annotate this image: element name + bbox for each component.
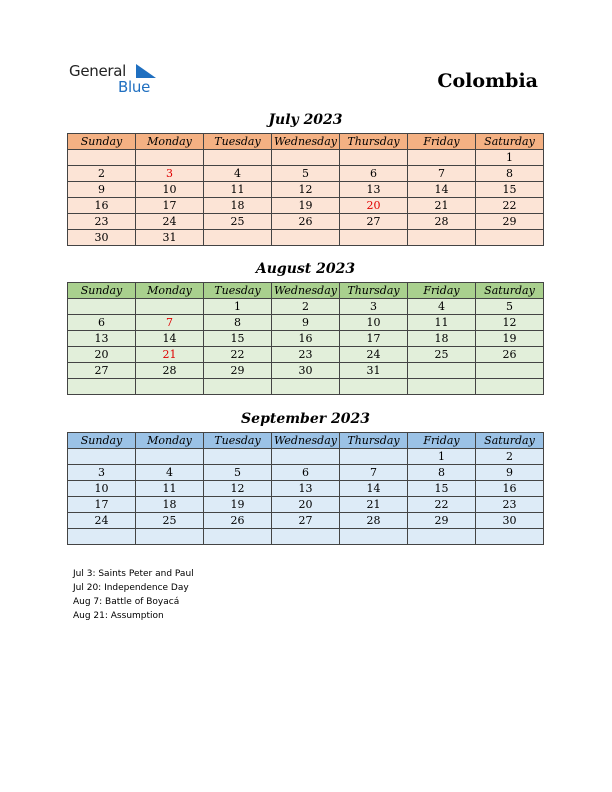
day-cell: 10 xyxy=(136,182,204,198)
day-cell: 13 xyxy=(68,331,136,347)
day-cell: 23 xyxy=(272,347,340,363)
day-cell: 15 xyxy=(408,481,476,497)
weekday-header: Thursday xyxy=(340,283,408,299)
day-cell: 26 xyxy=(272,214,340,230)
day-cell: 17 xyxy=(136,198,204,214)
holiday-item: Jul 3: Saints Peter and Paul xyxy=(73,569,194,579)
week-row xyxy=(68,182,544,198)
day-cell: 17 xyxy=(340,331,408,347)
day-cell: 5 xyxy=(204,465,272,481)
empty-day-cell xyxy=(408,150,476,166)
day-cell: 28 xyxy=(340,513,408,529)
empty-day-cell xyxy=(340,529,408,545)
day-cell: 6 xyxy=(340,166,408,182)
week-row xyxy=(68,529,544,545)
day-cell: 21 xyxy=(136,347,204,363)
day-cell: 9 xyxy=(272,315,340,331)
weekday-header: Monday xyxy=(136,283,204,299)
empty-day-cell xyxy=(340,230,408,246)
day-cell: 14 xyxy=(136,331,204,347)
weekday-header-row xyxy=(68,283,544,299)
day-cell: 19 xyxy=(272,198,340,214)
weekday-header: Sunday xyxy=(68,283,136,299)
week-row xyxy=(68,465,544,481)
logo-text-blue: Blue xyxy=(118,78,150,96)
empty-day-cell xyxy=(476,363,544,379)
day-cell: 14 xyxy=(340,481,408,497)
weekday-header: Tuesday xyxy=(204,433,272,449)
empty-day-cell xyxy=(136,379,204,395)
day-cell: 22 xyxy=(408,497,476,513)
day-cell: 6 xyxy=(68,315,136,331)
week-row xyxy=(68,299,544,315)
empty-day-cell xyxy=(68,150,136,166)
day-cell: 30 xyxy=(476,513,544,529)
day-cell: 22 xyxy=(476,198,544,214)
day-cell: 20 xyxy=(68,347,136,363)
week-row xyxy=(68,497,544,513)
day-cell: 18 xyxy=(408,331,476,347)
empty-day-cell xyxy=(204,379,272,395)
empty-day-cell xyxy=(136,529,204,545)
weekday-header: Sunday xyxy=(68,433,136,449)
weekday-header: Monday xyxy=(136,433,204,449)
day-cell: 28 xyxy=(136,363,204,379)
day-cell: 8 xyxy=(476,166,544,182)
empty-day-cell xyxy=(476,230,544,246)
empty-day-cell xyxy=(408,363,476,379)
day-cell: 3 xyxy=(340,299,408,315)
day-cell: 11 xyxy=(136,481,204,497)
weekday-header: Saturday xyxy=(476,134,544,150)
day-cell: 9 xyxy=(68,182,136,198)
day-cell: 20 xyxy=(340,198,408,214)
day-cell: 9 xyxy=(476,465,544,481)
day-cell: 4 xyxy=(136,465,204,481)
empty-day-cell xyxy=(136,299,204,315)
empty-day-cell xyxy=(340,449,408,465)
weekday-header: Friday xyxy=(408,433,476,449)
day-cell: 5 xyxy=(476,299,544,315)
day-cell: 22 xyxy=(204,347,272,363)
weekday-header: Sunday xyxy=(68,134,136,150)
empty-day-cell xyxy=(136,150,204,166)
day-cell: 27 xyxy=(68,363,136,379)
empty-day-cell xyxy=(204,150,272,166)
day-cell: 12 xyxy=(272,182,340,198)
logo xyxy=(69,62,159,96)
weekday-header: Tuesday xyxy=(204,134,272,150)
day-cell: 2 xyxy=(476,449,544,465)
weekday-header-row xyxy=(68,134,544,150)
day-cell: 27 xyxy=(272,513,340,529)
holiday-item: Aug 7: Battle of Boyacá xyxy=(73,597,180,607)
day-cell: 1 xyxy=(476,150,544,166)
week-row xyxy=(68,166,544,182)
empty-day-cell xyxy=(68,529,136,545)
day-cell: 2 xyxy=(272,299,340,315)
empty-day-cell xyxy=(272,449,340,465)
empty-day-cell xyxy=(136,449,204,465)
empty-day-cell xyxy=(340,150,408,166)
day-cell: 16 xyxy=(476,481,544,497)
day-cell: 21 xyxy=(340,497,408,513)
holiday-list xyxy=(73,567,194,623)
day-cell: 24 xyxy=(136,214,204,230)
weekday-header: Tuesday xyxy=(204,283,272,299)
week-row xyxy=(68,449,544,465)
weekday-header-row xyxy=(68,433,544,449)
day-cell: 25 xyxy=(408,347,476,363)
day-cell: 14 xyxy=(408,182,476,198)
weekday-header: Wednesday xyxy=(272,433,340,449)
day-cell: 5 xyxy=(272,166,340,182)
weekday-header: Thursday xyxy=(340,433,408,449)
empty-day-cell xyxy=(204,230,272,246)
day-cell: 3 xyxy=(68,465,136,481)
day-cell: 15 xyxy=(204,331,272,347)
day-cell: 2 xyxy=(68,166,136,182)
day-cell: 19 xyxy=(476,331,544,347)
weekday-header: Wednesday xyxy=(272,283,340,299)
empty-day-cell xyxy=(408,529,476,545)
weekday-header: Saturday xyxy=(476,283,544,299)
empty-day-cell xyxy=(204,529,272,545)
empty-day-cell xyxy=(476,379,544,395)
month-title-july: July 2023 xyxy=(268,112,343,128)
week-row xyxy=(68,481,544,497)
day-cell: 30 xyxy=(272,363,340,379)
day-cell: 13 xyxy=(272,481,340,497)
day-cell: 11 xyxy=(408,315,476,331)
calendar-july xyxy=(67,133,544,246)
day-cell: 25 xyxy=(204,214,272,230)
day-cell: 13 xyxy=(340,182,408,198)
week-row xyxy=(68,315,544,331)
week-row xyxy=(68,363,544,379)
day-cell: 17 xyxy=(68,497,136,513)
week-row xyxy=(68,331,544,347)
weekday-header: Monday xyxy=(136,134,204,150)
day-cell: 11 xyxy=(204,182,272,198)
day-cell: 31 xyxy=(136,230,204,246)
day-cell: 21 xyxy=(408,198,476,214)
day-cell: 10 xyxy=(68,481,136,497)
empty-day-cell xyxy=(68,449,136,465)
day-cell: 16 xyxy=(68,198,136,214)
empty-day-cell xyxy=(68,379,136,395)
weekday-header: Thursday xyxy=(340,134,408,150)
day-cell: 3 xyxy=(136,166,204,182)
day-cell: 23 xyxy=(68,214,136,230)
empty-day-cell xyxy=(476,529,544,545)
day-cell: 12 xyxy=(476,315,544,331)
weekday-header: Friday xyxy=(408,283,476,299)
day-cell: 1 xyxy=(408,449,476,465)
day-cell: 24 xyxy=(340,347,408,363)
day-cell: 18 xyxy=(136,497,204,513)
day-cell: 18 xyxy=(204,198,272,214)
week-row xyxy=(68,513,544,529)
empty-day-cell xyxy=(340,379,408,395)
day-cell: 24 xyxy=(68,513,136,529)
logo-text-general: General xyxy=(69,62,127,80)
weekday-header: Friday xyxy=(408,134,476,150)
day-cell: 12 xyxy=(204,481,272,497)
week-row xyxy=(68,198,544,214)
empty-day-cell xyxy=(272,529,340,545)
day-cell: 1 xyxy=(204,299,272,315)
day-cell: 19 xyxy=(204,497,272,513)
day-cell: 15 xyxy=(476,182,544,198)
holiday-item: Jul 20: Independence Day xyxy=(73,583,189,593)
week-row xyxy=(68,230,544,246)
day-cell: 29 xyxy=(476,214,544,230)
weekday-header: Wednesday xyxy=(272,134,340,150)
day-cell: 31 xyxy=(340,363,408,379)
day-cell: 25 xyxy=(136,513,204,529)
empty-day-cell xyxy=(272,379,340,395)
day-cell: 8 xyxy=(204,315,272,331)
day-cell: 28 xyxy=(408,214,476,230)
weekday-header: Saturday xyxy=(476,433,544,449)
day-cell: 20 xyxy=(272,497,340,513)
day-cell: 29 xyxy=(204,363,272,379)
month-title-august: August 2023 xyxy=(255,261,356,277)
day-cell: 7 xyxy=(340,465,408,481)
day-cell: 4 xyxy=(408,299,476,315)
day-cell: 7 xyxy=(408,166,476,182)
week-row xyxy=(68,150,544,166)
calendar-september xyxy=(67,432,544,545)
day-cell: 26 xyxy=(476,347,544,363)
day-cell: 26 xyxy=(204,513,272,529)
country-title: Colombia xyxy=(437,70,538,92)
day-cell: 23 xyxy=(476,497,544,513)
day-cell: 27 xyxy=(340,214,408,230)
day-cell: 6 xyxy=(272,465,340,481)
empty-day-cell xyxy=(408,230,476,246)
day-cell: 8 xyxy=(408,465,476,481)
day-cell: 10 xyxy=(340,315,408,331)
empty-day-cell xyxy=(204,449,272,465)
week-row xyxy=(68,347,544,363)
holiday-item: Aug 21: Assumption xyxy=(73,611,164,621)
week-row xyxy=(68,214,544,230)
logo-flag-icon xyxy=(134,64,156,78)
calendar-august xyxy=(67,282,544,395)
empty-day-cell xyxy=(408,379,476,395)
week-row xyxy=(68,379,544,395)
day-cell: 4 xyxy=(204,166,272,182)
empty-day-cell xyxy=(68,299,136,315)
empty-day-cell xyxy=(272,230,340,246)
month-title-september: September 2023 xyxy=(241,411,370,427)
empty-day-cell xyxy=(272,150,340,166)
day-cell: 16 xyxy=(272,331,340,347)
day-cell: 7 xyxy=(136,315,204,331)
day-cell: 29 xyxy=(408,513,476,529)
day-cell: 30 xyxy=(68,230,136,246)
